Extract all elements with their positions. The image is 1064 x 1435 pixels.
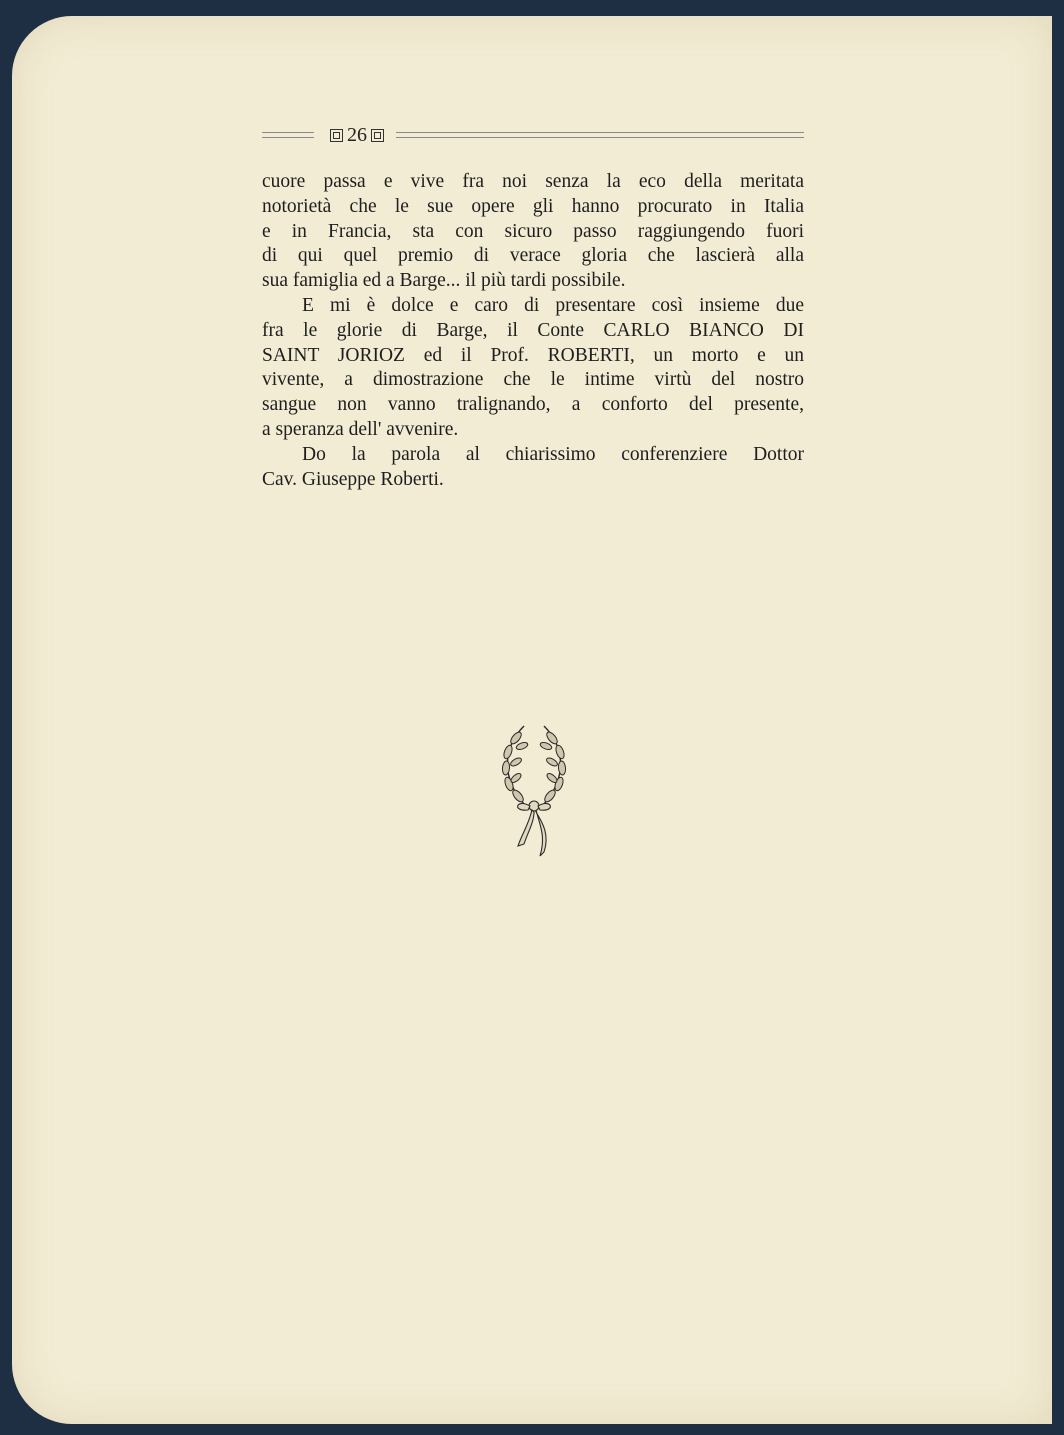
header-rule-right — [396, 132, 804, 138]
text-line: e in Francia, sta con sicuro passo raggiungendo fuori — [262, 220, 804, 242]
text-line: di qui quel premio di verace gloria che lascierà alla — [262, 245, 804, 267]
square-ornament-icon — [330, 129, 343, 142]
header-rule-left — [262, 132, 314, 138]
paragraph-2 — [262, 294, 804, 443]
text-line: notorietà che le sue opere gli hanno procurato in Italia — [262, 195, 804, 217]
paragraph-1 — [262, 170, 804, 294]
text-line: sangue non vanno tralignando, a conforto del presente, — [262, 394, 804, 416]
page-header — [262, 122, 804, 148]
text-line: sua famiglia ed a Barge... il più tardi possibile. — [262, 270, 626, 292]
body-text — [262, 170, 804, 492]
text-line: Do la parola al chiarissimo conferenziere Dottor — [302, 443, 804, 465]
text-line: E mi è dolce e caro di presentare così insieme due — [302, 294, 804, 316]
text-line: Cav. Giuseppe Roberti. — [262, 468, 444, 490]
laurel-wreath-icon — [494, 716, 574, 866]
text-line: vivente, a dimostrazione che le intime virtù del nostro — [262, 369, 804, 391]
page-number: 26 — [347, 124, 367, 146]
text-line: SAINT JORIOZ ed il Prof. ROBERTI, un morto e un — [262, 344, 804, 366]
text-line: cuore passa e vive fra noi senza la eco della meritata — [262, 171, 804, 192]
square-ornament-icon — [371, 129, 384, 142]
text-line: fra le glorie di Barge, il Conte CARLO BIANCO DI — [262, 319, 804, 341]
paragraph-3 — [262, 443, 804, 493]
text-line: a speranza dell' avvenire. — [262, 418, 459, 440]
